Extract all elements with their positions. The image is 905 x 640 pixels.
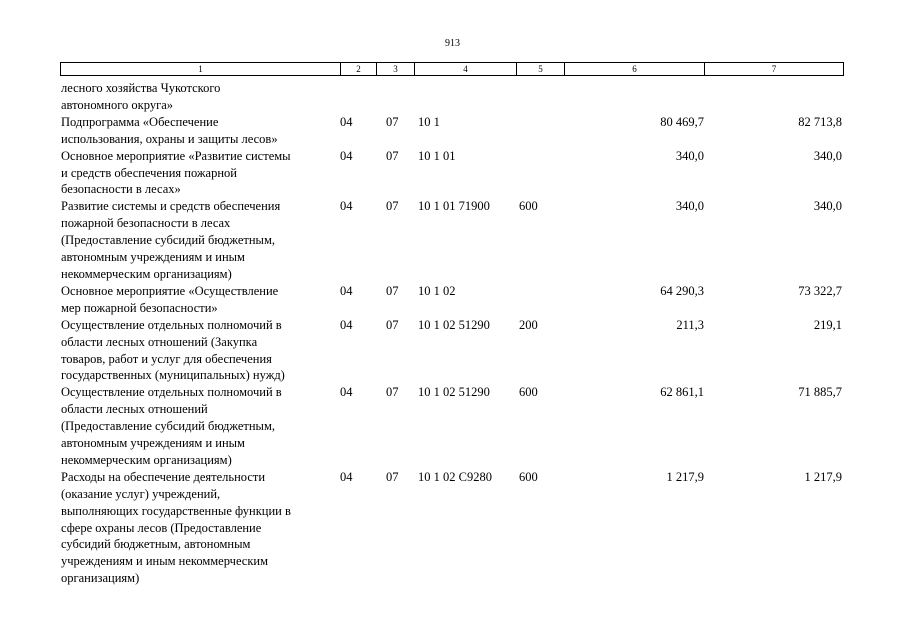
row-subsection-code: 07 (386, 148, 399, 163)
row-amount-year-1: 64 290,3 (660, 283, 704, 298)
row-amount-year-2: 71 885,7 (798, 385, 842, 400)
row-amount-year-2: 82 713,8 (798, 114, 842, 129)
row-description-line: учреждениям и иным некоммерческим (61, 554, 269, 569)
row-description (60, 283, 338, 317)
row-amount-year-1: 211,3 (676, 317, 704, 332)
row-description-line: безопасности в лесах» (61, 182, 181, 197)
row-section-code: 04 (340, 317, 353, 332)
row-description (60, 384, 338, 469)
row-expense-type: 600 (519, 385, 538, 400)
row-target-article: 10 1 02 С9280 (418, 469, 492, 484)
row-subsection-code: 07 (386, 385, 399, 400)
row-amount-year-1: 1 217,9 (666, 469, 704, 484)
row-amount-year-2: 73 322,7 (798, 283, 842, 298)
row-target-article: 10 1 02 51290 (418, 385, 490, 400)
row-description-line: Осуществление отдельных полномочий в (61, 385, 282, 400)
row-subsection-code: 07 (386, 469, 399, 484)
header-col-3: 3 (377, 63, 415, 75)
row-subsection-code: 07 (386, 317, 399, 332)
table-row (60, 80, 844, 114)
row-amount-year-2: 340,0 (813, 148, 842, 163)
row-target-article: 10 1 02 51290 (418, 317, 490, 332)
row-description-line: Расходы на обеспечение деятельности (61, 469, 266, 484)
page-number: 913 (445, 38, 460, 49)
header-col-5: 5 (517, 63, 565, 75)
row-description-line: сфере охраны лесов (Предоставление (61, 520, 262, 535)
table-row (60, 469, 844, 587)
table-body (60, 80, 844, 587)
row-description-line: (Предоставление субсидий бюджетным, (61, 233, 275, 248)
row-amount-year-2: 340,0 (813, 199, 842, 214)
row-amount-year-1: 340,0 (675, 148, 704, 163)
row-description (60, 469, 338, 587)
row-description-line: некоммерческим организациям) (61, 452, 232, 467)
row-description-line: использования, охраны и защиты лесов» (61, 131, 278, 146)
row-description-line: организациям) (61, 571, 140, 586)
row-description-line: лесного хозяйства Чукотского (61, 81, 221, 95)
row-target-article: 10 1 (418, 114, 440, 129)
row-description-line: области лесных отношений (61, 402, 208, 417)
row-expense-type (516, 114, 566, 148)
row-target-article (416, 80, 516, 114)
row-description-line: и средств обеспечения пожарной (61, 165, 237, 180)
row-section-code: 04 (340, 148, 353, 163)
table-row (60, 317, 844, 385)
row-expense-type: 600 (519, 199, 538, 214)
row-description-line: товаров, работ и услуг для обеспечения (61, 351, 272, 366)
row-description-line: автономным учреждениям и иным (61, 436, 245, 451)
row-section-code: 04 (340, 283, 353, 298)
row-expense-type (516, 148, 566, 199)
row-description-line: субсидий бюджетным, автономным (61, 537, 251, 552)
row-target-article: 10 1 01 71900 (418, 199, 490, 214)
row-amount-year-1: 340,0 (675, 199, 704, 214)
row-description-line: автономным учреждениям и иным (61, 250, 245, 265)
row-amount-year-2 (706, 80, 844, 114)
row-description (60, 148, 338, 199)
row-subsection-code: 07 (386, 199, 399, 214)
row-section-code: 04 (340, 114, 353, 129)
row-target-article: 10 1 02 (418, 283, 456, 298)
row-expense-type (516, 283, 566, 317)
row-amount-year-1: 80 469,7 (660, 114, 704, 129)
row-description (60, 114, 338, 148)
row-section-code: 04 (340, 385, 353, 400)
row-subsection-code (376, 80, 416, 114)
row-section-code (338, 80, 376, 114)
row-target-article: 10 1 01 (418, 148, 456, 163)
row-expense-type: 600 (519, 469, 538, 484)
row-description-line: государственных (муниципальных) нужд) (61, 368, 285, 383)
row-amount-year-1 (566, 80, 706, 114)
row-subsection-code: 07 (386, 283, 399, 298)
table-row (60, 114, 844, 148)
table-row (60, 198, 844, 283)
row-description-line: мер пожарной безопасности» (61, 300, 218, 315)
row-description-line: Подпрограмма «Обеспечение (61, 114, 219, 129)
row-description-line: выполняющих государственные функции в (61, 503, 291, 518)
table-row (60, 148, 844, 199)
row-description-line: (оказание услуг) учреждений, (61, 486, 221, 501)
table-row (60, 384, 844, 469)
header-col-7: 7 (771, 64, 777, 74)
row-section-code: 04 (340, 469, 353, 484)
row-expense-type (516, 80, 566, 114)
table-header (60, 62, 844, 76)
row-description-line: некоммерческим организациям) (61, 266, 232, 281)
row-amount-year-1: 62 861,1 (660, 385, 704, 400)
row-description-line: автономного округа» (61, 97, 174, 112)
row-expense-type: 200 (519, 317, 538, 332)
row-amount-year-2: 1 217,9 (804, 469, 842, 484)
row-description (60, 80, 338, 114)
row-description (60, 317, 338, 385)
row-description-line: Основное мероприятие «Осуществление (61, 283, 279, 298)
row-description-line: Развитие системы и средств обеспечения (61, 199, 281, 214)
row-description-line: Основное мероприятие «Развитие системы (61, 148, 291, 163)
header-col-4: 4 (415, 63, 517, 75)
row-description-line: области лесных отношений (Закупка (61, 334, 258, 349)
header-col-1: 1 (61, 63, 341, 75)
table-row (60, 283, 844, 317)
header-col-2: 2 (341, 63, 377, 75)
row-section-code: 04 (340, 199, 353, 214)
header-col-6: 6 (565, 63, 705, 75)
row-description-line: Осуществление отдельных полномочий в (61, 317, 282, 332)
row-description-line: (Предоставление субсидий бюджетным, (61, 419, 275, 434)
row-description (60, 198, 338, 283)
row-amount-year-2: 219,1 (813, 317, 842, 332)
row-subsection-code: 07 (386, 114, 399, 129)
row-description-line: пожарной безопасности в лесах (61, 216, 231, 231)
